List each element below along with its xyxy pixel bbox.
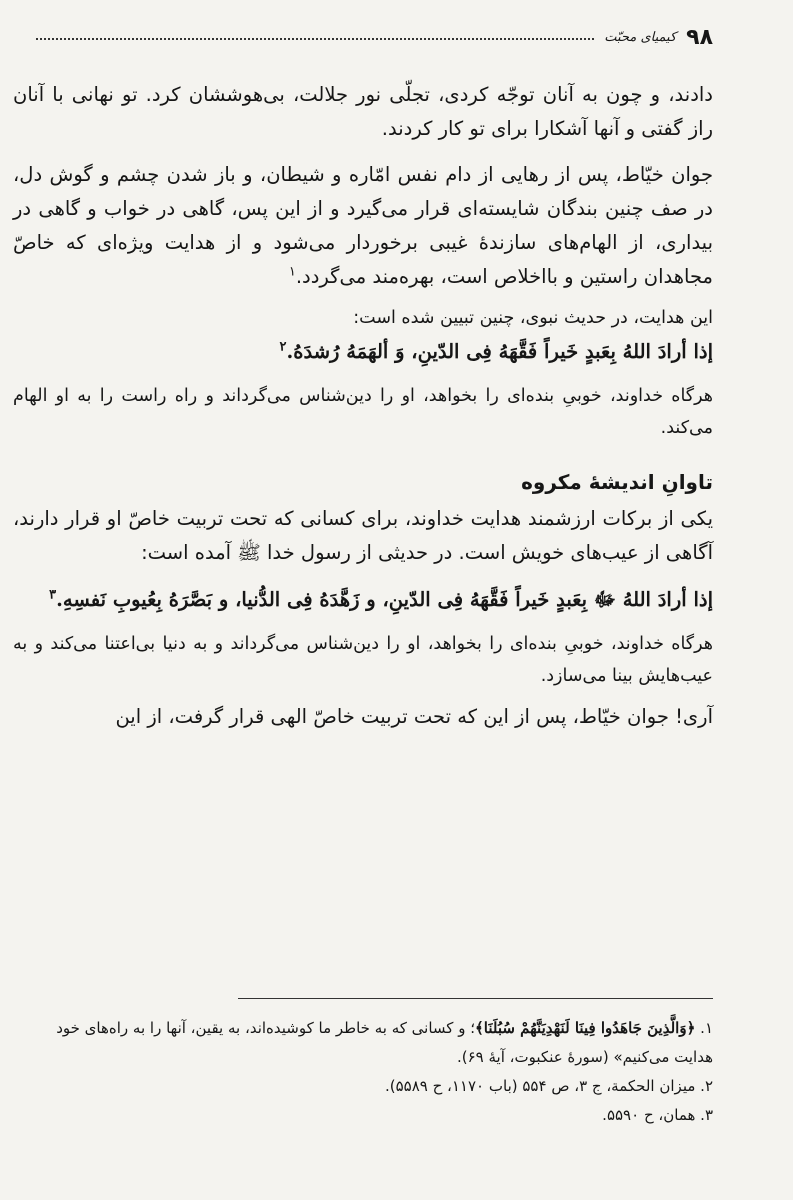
running-header: [36, 22, 713, 52]
footnote-2: ۲. میزان الحکمة، ج ۳، ص ۵۵۴ (باب ۱۱۷۰، ح ۵۵۸۹).: [384, 1077, 713, 1095]
body-text: [13, 78, 713, 734]
book-title: کیمیای محبّت: [604, 29, 677, 45]
paragraph-7: آری! جوان خیّاط، پس از این که تحت تربیت خاصّ الهی قرار گرفت، از این: [115, 705, 713, 728]
hadith-translation-1: هرگاه خداوند، خوبیِ بنده‌ای را بخواهد، او را دین‌شناس می‌گرداند و راه راست را به او الهام می‌کند.: [13, 386, 713, 438]
footnote-divider: [238, 998, 713, 999]
paragraph-1: دادند، و چون به آنان توجّه کردی، تجلّی نور جلالت، بی‌هوششان کرد. تو نهانی با آنان راز گفتی و آنها آشکارا برای تو کار کردند.: [13, 83, 713, 140]
section-heading: تاوانِ اندیشهٔ مکروه: [521, 470, 713, 494]
paragraph-3: این هدایت، در حدیث نبوی، چنین تبیین شده است:: [353, 308, 713, 328]
footnote-ref-2[interactable]: ۲: [279, 339, 287, 355]
footnote-ref-3[interactable]: ۳: [49, 587, 57, 603]
footnotes: [13, 1014, 713, 1130]
footnote-1: ۱. ﴿وَالَّذِینَ جَاهَدُوا فِینَا لَنَهْدِیَنَّهُمْ سُبُلَنَا﴾؛ و کسانی که به خاطر ما کوشیده‌اند، به یقین، آنها را به راه‌های خود هدایت می‌کنیم» (سورهٔ عنکبوت، آیهٔ ۶۹).: [56, 1019, 713, 1066]
paragraph-5: یکی از برکات ارزشمند هدایت خداوند، برای کسانی که تحت تربیت خاصّ او قرار دارند، آگاهی از عیب‌های خویش است. در حدیثی از رسول خدا ﷺ آمده است:: [13, 507, 713, 564]
footnote-ref-1[interactable]: ۱: [288, 264, 296, 280]
header-dotted-leader: [36, 38, 594, 40]
page-number: ۹۸: [686, 24, 713, 50]
footnote-3: ۳. همان، ح ۵۵۹۰.: [602, 1106, 713, 1124]
hadith-quote-2: إذا أرادَ اللهُ ﷻ بِعَبدٍ خَیراً فَقَّهَهُ فِی الدّینِ، و زَهَّدَهُ فِی الدُّنیا، و بَصَّرَهُ بِعُیوبِ نَفسِهِ.$^۳$: [49, 587, 713, 611]
paragraph-2: جوان خیّاط، پس از رهایی از دام نفس امّاره و شیطان، و باز شدن چشم و گوش دل، در صف چنین بندگان شایسته‌ای قرار می‌گیرد و از این پس، گاهی در خواب و گاهی در بیداری، از الهام‌های سازندهٔ غیبی برخوردار می‌شود و از هدایت ویژه‌ای که خاصّ مجاهدان راستین و بااخلاص است، بهره‌مند می‌گردد.$^۱$: [13, 163, 713, 288]
quran-verse: ﴿وَالَّذِینَ جَاهَدُوا فِینَا لَنَهْدِیَنَّهُمْ سُبُلَنَا﴾: [474, 1019, 696, 1037]
hadith-quote-1: إذا أرادَ اللهُ بِعَبدٍ خَیراً فَقَّهَهُ فِی الدّینِ، وَ ألهَمَهُ رُشدَهُ.$^۲$: [279, 339, 713, 363]
hadith-translation-2: هرگاه خداوند، خوبیِ بنده‌ای را بخواهد، او را دین‌شناس می‌گرداند و به دنیا بی‌اعتنا می‌کند و به عیب‌هایش بینا می‌سازد.: [13, 634, 713, 686]
